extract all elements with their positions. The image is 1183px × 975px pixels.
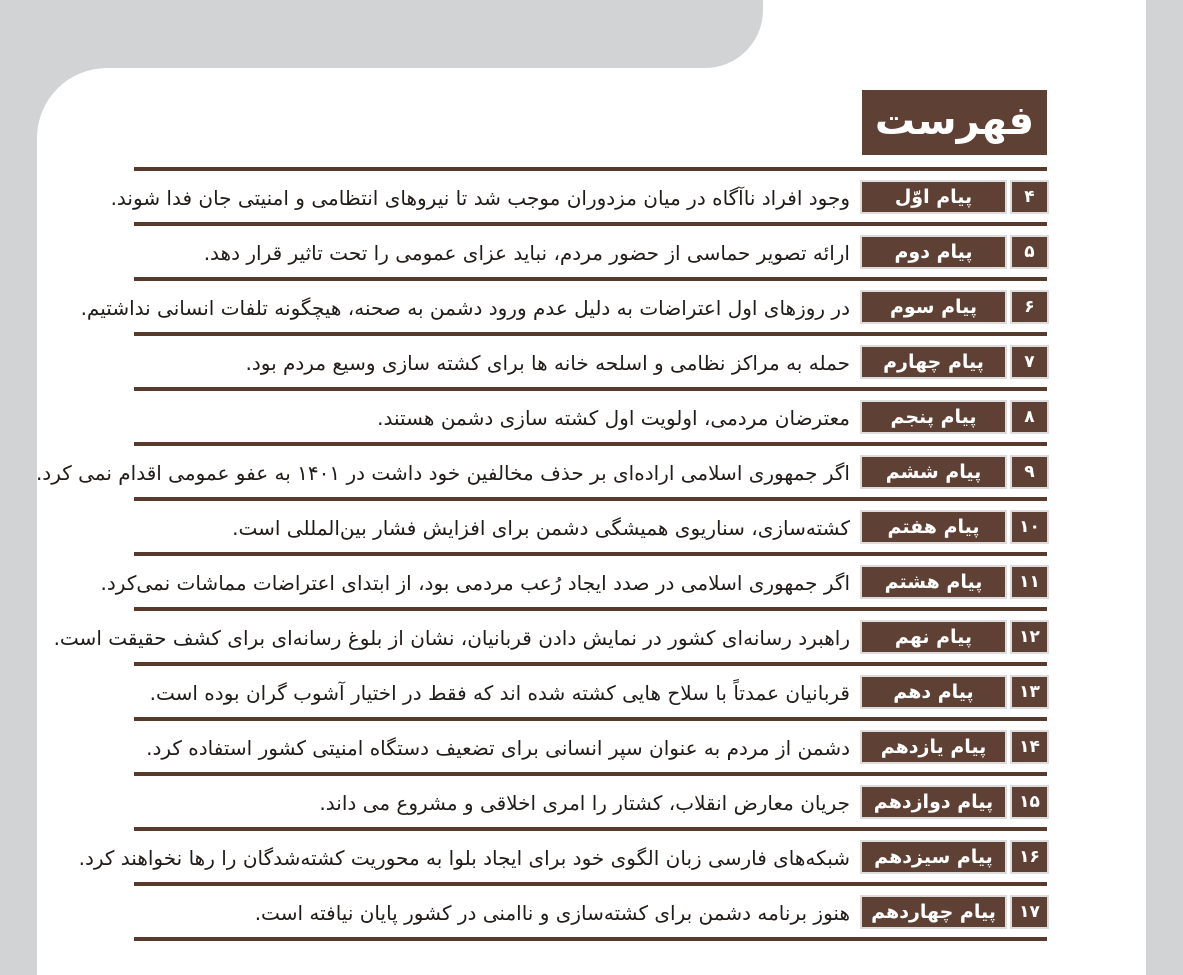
page-number-badge: ۱۶: [1012, 842, 1047, 872]
toc-entry-text: اگر جمهوری اسلامی اراده‌ای بر حذف مخالفین خود داشت در ۱۴۰۱ به عفو عمومی اقدام نمی کرد.: [35, 460, 850, 485]
message-label-badge: پیام هفتم: [862, 512, 1005, 542]
page-number-badge: ۹: [1012, 457, 1047, 487]
page-number-badge: ۱۰: [1012, 512, 1047, 542]
page-number-badge: ۶: [1012, 292, 1047, 322]
toc-entry[interactable]: [134, 717, 1047, 772]
toc-entry[interactable]: [78, 827, 1047, 882]
message-label-badge: پیام اوّل: [862, 182, 1005, 212]
page-number-badge: ۱۲: [1012, 622, 1047, 652]
background-right-margin: [1146, 0, 1183, 975]
toc-entry-text: کشته‌سازی، سناریوی همیشگی دشمن برای افزایش فشار بین‌المللی است.: [232, 515, 850, 540]
background-left-margin: [0, 0, 37, 975]
toc-entry-text: راهبرد رسانه‌ای کشور در نمایش دادن قربانیان، نشان از بلوغ رسانه‌ای برای کشف حقیقت است.: [53, 625, 850, 650]
page-number-badge: ۴: [1012, 182, 1047, 212]
message-label-badge: پیام چهاردهم: [862, 897, 1005, 927]
toc-entry[interactable]: [110, 167, 1047, 222]
toc-entry-text: وجود افراد ناآگاه در میان مزدوران موجب شد تا نیروهای انتظامی و امنیتی جان فدا شوند.: [110, 185, 850, 210]
message-label-badge: پیام نهم: [862, 622, 1005, 652]
toc-entry[interactable]: [134, 772, 1047, 827]
toc-entry[interactable]: [134, 662, 1047, 717]
message-label-badge: پیام ششم: [862, 457, 1005, 487]
message-label-badge: پیام هشتم: [862, 567, 1005, 597]
page-number-badge: ۸: [1012, 402, 1047, 432]
toc-entry[interactable]: [134, 882, 1047, 937]
page-number-badge: ۵: [1012, 237, 1047, 267]
toc-entry-text: حمله به مراکز نظامی و اسلحه خانه ها برای کشته سازی وسیع مردم بود.: [245, 350, 850, 375]
toc-entry[interactable]: [35, 442, 1047, 497]
message-label-badge: پیام دهم: [862, 677, 1005, 707]
message-label-badge: پیام سوم: [862, 292, 1005, 322]
toc-entry-text: دشمن از مردم به عنوان سپر انسانی برای تضعیف دستگاه امنیتی کشور استفاده کرد.: [146, 735, 850, 760]
page-number-badge: ۱۳: [1012, 677, 1047, 707]
page-number-badge: ۱۱: [1012, 567, 1047, 597]
toc-entry[interactable]: [100, 552, 1047, 607]
toc-entry-text: در روزهای اول اعتراضات به دلیل عدم ورود دشمن به صحنه، هیچگونه تلفات انسانی نداشتیم.: [80, 295, 850, 320]
message-label-badge: پیام دوازدهم: [862, 787, 1005, 817]
toc-entry[interactable]: [134, 222, 1047, 277]
toc-entry-text: اگر جمهوری اسلامی در صدد ایجاد رُعب مردمی بود، از ابتدای اعتراضات مماشات نمی‌کرد.: [100, 570, 850, 595]
background-top-band: [0, 0, 763, 68]
message-label-badge: پیام یازدهم: [862, 732, 1005, 762]
toc-entry-text: ارائه تصویر حماسی از حضور مردم، نباید عزای عمومی را تحت تاثیر قرار دهد.: [203, 240, 850, 265]
message-label-badge: پیام چهارم: [862, 347, 1005, 377]
contents-title: فهرست: [862, 90, 1047, 155]
toc-entry-text: شبکه‌های فارسی زبان الگوی خود برای ایجاد بلوا به محوریت کشته‌شدگان را رها نخواهند کرد.: [78, 845, 850, 870]
page-number-badge: ۱۵: [1012, 787, 1047, 817]
toc-entry[interactable]: [134, 332, 1047, 387]
toc-entry[interactable]: [134, 497, 1047, 552]
toc-entry[interactable]: [53, 607, 1047, 662]
toc-list: [35, 167, 1047, 941]
message-label-badge: پیام دوم: [862, 237, 1005, 267]
toc-entry-text: معترضان مردمی، اولویت اول کشته سازی دشمن هستند.: [377, 405, 850, 430]
message-label-badge: پیام سیزدهم: [862, 842, 1005, 872]
toc-entry-text: هنوز برنامه دشمن برای کشته‌سازی و ناامنی در کشور پایان نیافته است.: [254, 900, 850, 925]
toc-entry-text: جریان معارض انقلاب، کشتار را امری اخلاقی و مشروع می داند.: [319, 790, 850, 815]
toc-entry[interactable]: [80, 277, 1047, 332]
page-number-badge: ۱۷: [1012, 897, 1047, 927]
message-label-badge: پیام پنجم: [862, 402, 1005, 432]
page-number-badge: ۷: [1012, 347, 1047, 377]
toc-entry-text: قربانیان عمدتاً با سلاح هایی کشته شده اند که فقط در اختیار آشوب گران بوده است.: [149, 680, 850, 705]
toc-entry[interactable]: [134, 387, 1047, 442]
page-number-badge: ۱۴: [1012, 732, 1047, 762]
